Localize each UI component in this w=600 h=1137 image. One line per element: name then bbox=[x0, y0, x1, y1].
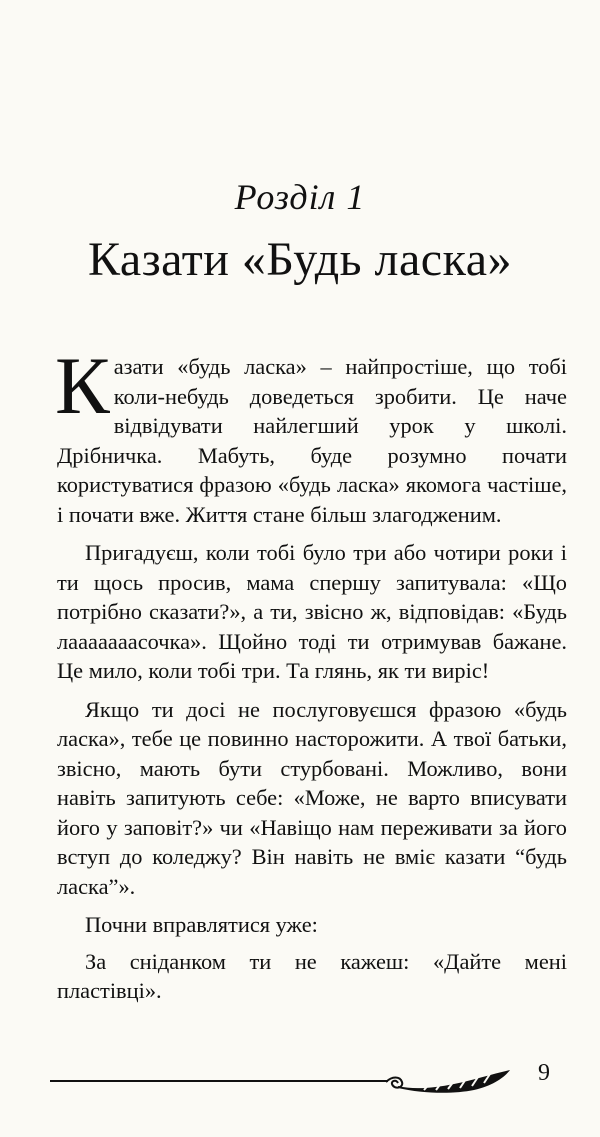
footer-rule bbox=[50, 1080, 388, 1082]
paragraph-2: Пригадуєш, коли тобі було три або чотири роки і ти щось просив, мама спершу запитувала: «Що потрібно сказати?», а ти, звісно ж, відповідав: «Будь лааааааасочка». Щойно тоді ти отримував бажане. Це мило, коли тобі три. Та глянь, як ти виріс! bbox=[57, 540, 567, 683]
body-text bbox=[55, 340, 567, 1015]
paragraph-1-text: азати «будь ласка» – найпростіше, що тобі коли-небудь доведеться зробити. Це наче відвідувати найлегший урок у школі. Дрібничка. Мабуть, буде розумно почати користуватися фразою «будь ласка» якомога частіше, і почати вже. Життя стане більш злагодженим. bbox=[57, 354, 567, 527]
chapter-title: Казати «Будь ласка» bbox=[88, 233, 512, 286]
drop-cap: К bbox=[55, 340, 110, 431]
paragraph-3: Якщо ти досі не послуговуєшся фразою «будь ласка», тебе це повинно насторожити. А твої батьки, звісно, мають бути стурбовані. Можливо, вони навіть запитують себе: «Може, не варто вписувати його у заповіт?» чи «Навіщо нам переживати за його вступ до коледжу? Він навіть не вміє казати “будь ласка”». bbox=[57, 696, 567, 899]
chapter-label: Розділ 1 bbox=[234, 177, 366, 217]
quill-flourish-icon bbox=[384, 1066, 514, 1100]
paragraph-5: За сніданком ти не кажеш: «Дайте мені пластівці». bbox=[57, 948, 567, 1003]
page-number: 9 bbox=[538, 1060, 550, 1086]
paragraph-4: Почни вправлятися уже: bbox=[85, 912, 318, 937]
paragraph-1 bbox=[55, 340, 567, 529]
